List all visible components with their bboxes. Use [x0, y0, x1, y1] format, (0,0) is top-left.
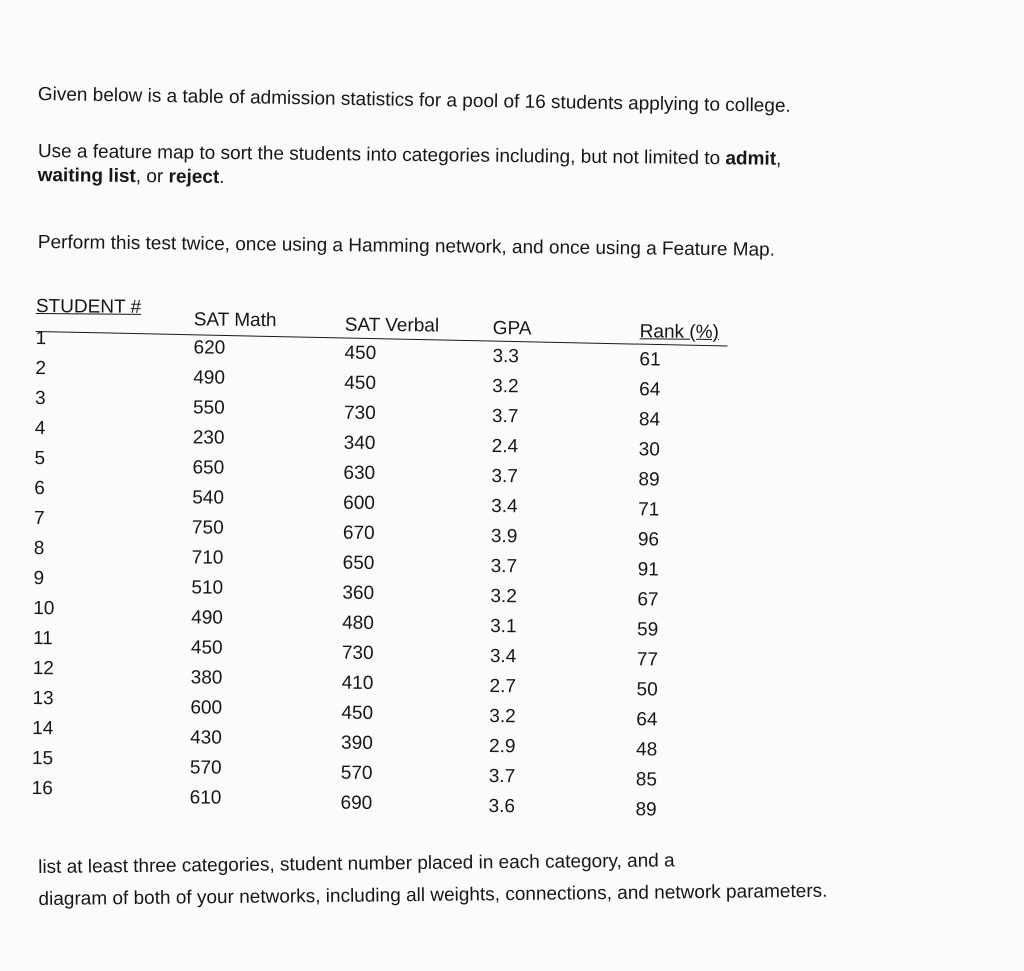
- gpa-value: 3.7: [488, 765, 516, 788]
- student-number: 6: [34, 477, 45, 500]
- student-number: 14: [32, 717, 54, 740]
- gpa-value: 2.7: [489, 675, 517, 698]
- sat-verbal-value: 570: [340, 762, 373, 784]
- sat-verbal-value: 360: [342, 582, 375, 604]
- sat-verbal-value: 730: [343, 402, 376, 424]
- sat-math-value: 430: [190, 727, 222, 749]
- rank-value: 30: [638, 439, 660, 461]
- header-student: STUDENT #: [35, 296, 142, 318]
- gpa-value: 3.7: [491, 465, 518, 488]
- sat-verbal-value: 670: [342, 522, 375, 544]
- student-number: 16: [31, 777, 53, 800]
- waiting-list-keyword: waiting list: [37, 164, 136, 188]
- sat-verbal-value: 390: [341, 732, 373, 754]
- rank-value: 48: [635, 739, 658, 761]
- sat-verbal-value: 730: [341, 642, 374, 664]
- student-number: 2: [35, 357, 47, 380]
- gpa-value: 3.2: [489, 705, 516, 728]
- student-number: 5: [34, 447, 46, 470]
- sat-math-value: 610: [189, 787, 222, 809]
- task-statement: [37, 140, 781, 196]
- student-number: 10: [33, 597, 55, 620]
- sat-math-value: 600: [190, 697, 223, 719]
- student-number: 15: [31, 747, 54, 770]
- sat-verbal-value: 630: [343, 462, 376, 484]
- task-period: .: [219, 166, 225, 188]
- rank-value: 85: [635, 769, 658, 791]
- perform-statement: [38, 230, 775, 264]
- intro-line-1: Given below is a table of admission statistics for a pool of 16 students applying to college.: [37, 83, 791, 117]
- sat-math-value: 550: [192, 397, 225, 419]
- rank-value: 89: [635, 799, 657, 821]
- sat-verbal-value: 340: [343, 432, 376, 454]
- table-row: [31, 777, 732, 821]
- header-rank: Rank (%): [639, 321, 719, 343]
- gpa-value: 3.3: [492, 345, 520, 368]
- student-number: 12: [32, 657, 54, 680]
- student-number: 7: [33, 507, 45, 530]
- student-number: 9: [33, 567, 45, 590]
- gpa-value: 2.9: [488, 735, 516, 758]
- rank-value: 71: [638, 499, 660, 521]
- rank-value: 84: [638, 409, 661, 431]
- sat-math-value: 570: [189, 757, 222, 779]
- reject-keyword: reject: [168, 166, 220, 188]
- sat-math-value: 490: [193, 367, 226, 389]
- student-number: 4: [34, 417, 46, 440]
- sat-math-value: 710: [191, 547, 224, 569]
- sat-math-value: 510: [191, 577, 224, 599]
- sat-verbal-value: 410: [341, 672, 374, 694]
- sat-verbal-value: 690: [340, 792, 373, 814]
- sat-verbal-value: 480: [342, 612, 374, 634]
- student-number: 8: [33, 537, 45, 560]
- header-gpa: GPA: [492, 317, 532, 340]
- gpa-value: 3.9: [490, 525, 518, 548]
- admission-table: [31, 296, 736, 842]
- gpa-value: 2.4: [491, 435, 519, 458]
- rank-value: 91: [637, 559, 659, 581]
- rank-value: 61: [639, 349, 661, 371]
- gpa-value: 3.4: [491, 495, 518, 518]
- sat-math-value: 750: [191, 517, 224, 539]
- rank-value: 50: [636, 679, 658, 701]
- sat-verbal-value: 450: [341, 702, 374, 724]
- gpa-value: 3.7: [491, 405, 519, 428]
- task-line-text: Use a feature map to sort the students into categories including, but not limited to: [37, 140, 726, 170]
- sat-math-value: 230: [192, 427, 225, 449]
- gpa-value: 3.7: [490, 555, 518, 578]
- gpa-value: 3.4: [489, 645, 517, 668]
- rank-value: 96: [637, 529, 660, 551]
- rank-value: 67: [637, 589, 659, 611]
- sat-verbal-value: 450: [344, 342, 377, 364]
- intro-statement: [38, 82, 791, 120]
- sat-math-value: 490: [191, 607, 223, 629]
- sat-math-value: 620: [193, 337, 226, 359]
- sat-math-value: 540: [192, 487, 225, 509]
- gpa-value: 3.2: [490, 585, 517, 608]
- task-or: , or: [135, 166, 169, 188]
- sat-verbal-value: 650: [342, 552, 375, 574]
- gpa-value: 3.6: [488, 795, 516, 818]
- admit-keyword: admit: [725, 148, 777, 170]
- rank-value: 59: [637, 619, 659, 641]
- gpa-value: 3.1: [490, 615, 517, 638]
- rank-value: 89: [638, 469, 660, 491]
- deliverables-line-2: diagram of both of your networks, including all weights, connections, and network parameters.: [38, 880, 828, 910]
- sat-math-value: 450: [190, 637, 223, 659]
- rank-value: 64: [636, 709, 658, 731]
- header-sat-verbal: SAT Verbal: [344, 314, 440, 337]
- sat-math-value: 380: [190, 667, 223, 689]
- perform-line: Perform this test twice, once using a Hamming network, and once using a Feature Map.: [37, 231, 776, 261]
- sat-verbal-value: 450: [344, 372, 377, 394]
- rank-value: 64: [639, 379, 661, 401]
- student-number: 11: [32, 627, 53, 650]
- deliverables-line-1: list at least three categories, student number placed in each category, and a: [38, 850, 675, 878]
- sat-math-value: 650: [192, 457, 225, 479]
- deliverables-statement: [38, 844, 828, 916]
- student-number: 13: [32, 687, 54, 710]
- sat-verbal-value: 600: [343, 492, 375, 514]
- header-sat-math: SAT Math: [193, 309, 277, 332]
- student-number: 3: [35, 387, 46, 410]
- task-comma: ,: [775, 148, 782, 170]
- rank-value: 77: [636, 649, 659, 671]
- student-number: 1: [35, 327, 47, 350]
- gpa-value: 3.2: [492, 375, 519, 398]
